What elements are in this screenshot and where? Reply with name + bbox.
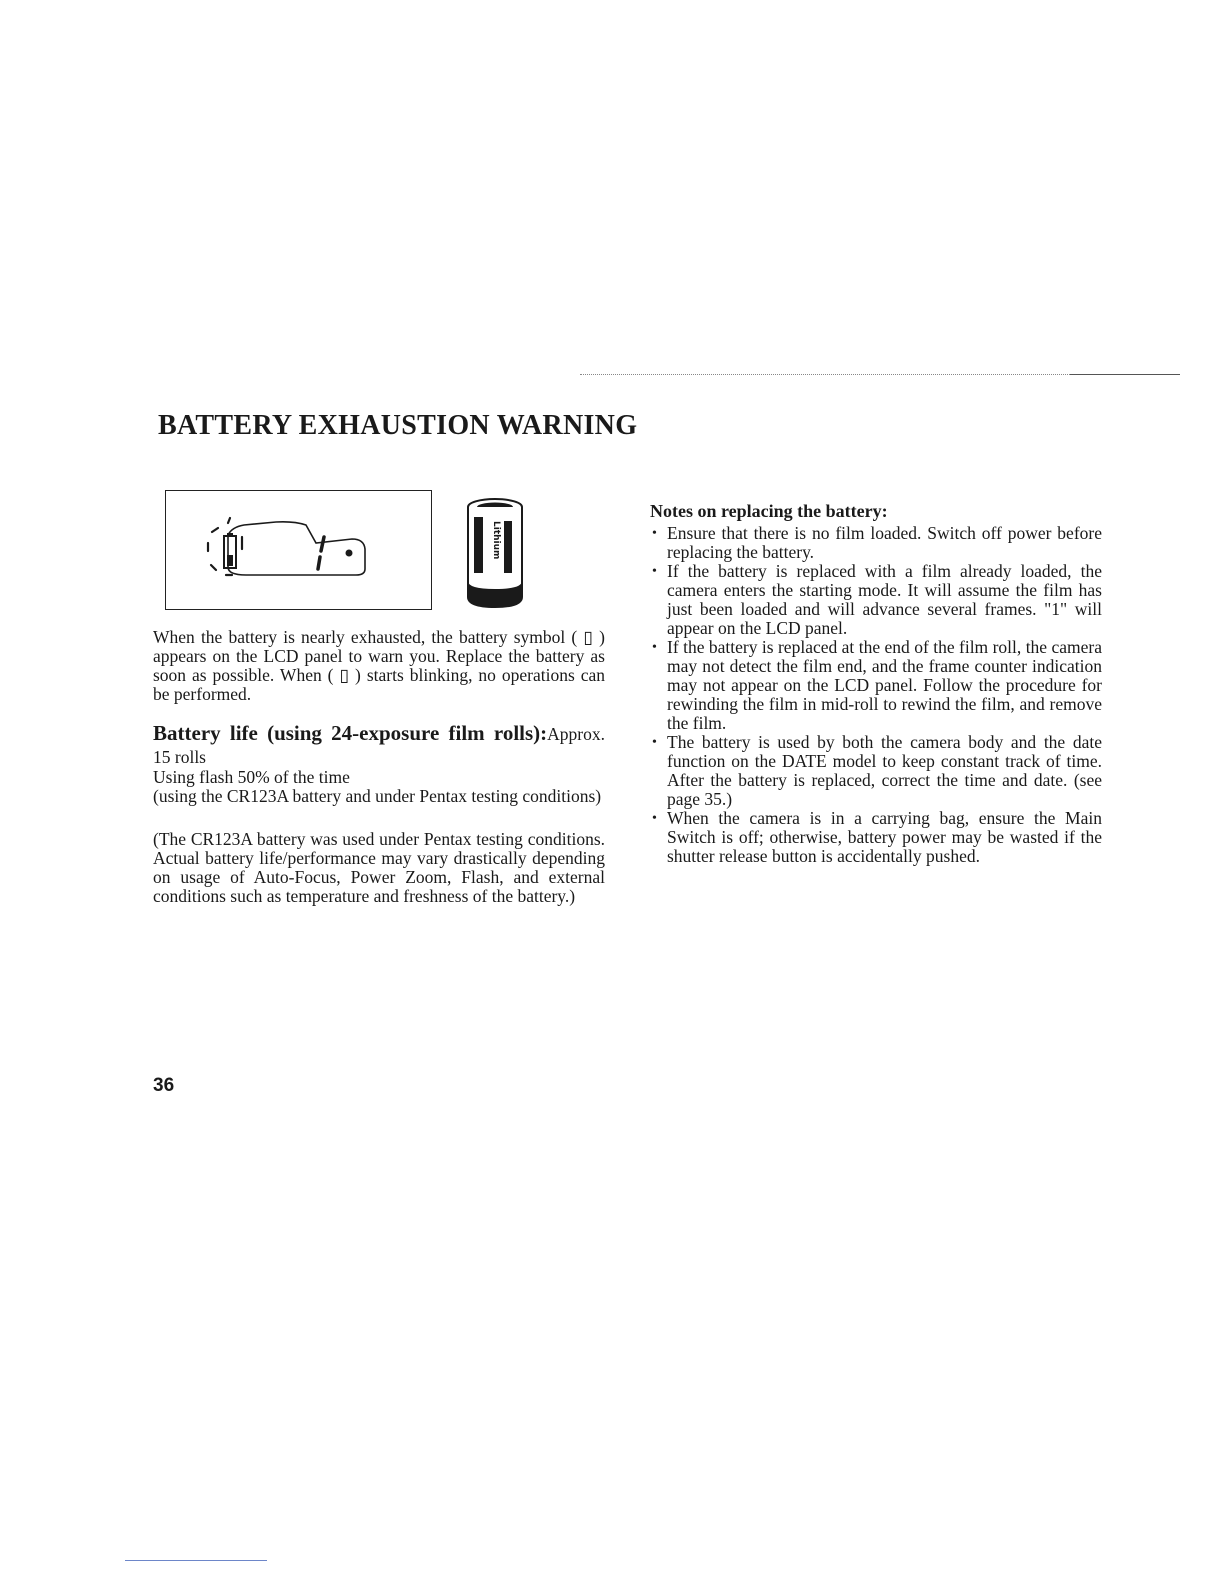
- left-column: [153, 628, 605, 906]
- lcd-panel-battery-warning-icon: [166, 491, 433, 611]
- notes-title: Notes on replacing the battery:: [650, 501, 888, 521]
- flash-usage: Using flash 50% of the time: [153, 767, 350, 787]
- battery-figure: [460, 497, 530, 612]
- list-item: • When the camera is in a carrying bag, ensure the Main Switch is off; otherwise, battery power may be wasted if the shutter release button is accidentally pushed.: [650, 809, 1102, 866]
- notes-list: [650, 524, 1102, 866]
- list-item: • If the battery is replaced with a film already loaded, the camera enters the starting mode. It will assume the film has just been loaded and will advance several frames. "1" will appear on the LCD panel.: [650, 562, 1102, 638]
- list-item: • The battery is used by both the camera body and the date function on the DATE model to keep constant track of time. After the battery is replaced, correct the time and date. (see page 35.): [650, 733, 1102, 809]
- battery-life-value: Approx. 15 rolls: [153, 724, 605, 767]
- lcd-panel-figure: [165, 490, 432, 610]
- battery-life-section: [153, 722, 605, 768]
- battery-label: Lithium: [491, 521, 501, 560]
- top-rule-solid: [1070, 374, 1180, 375]
- intro-paragraph: When the battery is nearly exhausted, the battery symbol ( ▯ ) appears on the LCD panel to warn you. Replace the battery as soon as possible. When ( ▯ ) starts blinking, no operations can be performed.: [153, 627, 605, 704]
- list-item: • If the battery is replaced at the end of the film roll, the camera may not detect the film end, and the frame counter indication may not appear on the LCD panel. Follow the procedure for rewinding the film in mid-roll to rewind the film, and remove the film.: [650, 638, 1102, 733]
- test-conditions: (using the CR123A battery and under Pentax testing conditions): [153, 786, 602, 806]
- list-item: • Ensure that there is no film loaded. Switch off power before replacing the battery.: [650, 524, 1102, 562]
- disclaimer-paragraph: (The CR123A battery was used under Pentax testing conditions. Actual battery life/performance may vary drastically depending on usage of Auto-Focus, Power Zoom, Flash, and external conditions such as temperature and freshness of the battery.): [153, 829, 605, 906]
- page-title: BATTERY EXHAUSTION WARNING: [158, 410, 638, 441]
- bottom-rule: [125, 1560, 267, 1561]
- page-number: 36: [153, 1075, 175, 1096]
- battery-life-heading: Battery life (using 24-exposure film rolls):: [153, 721, 548, 745]
- battery-icon: [460, 497, 530, 612]
- right-column: [650, 500, 1102, 866]
